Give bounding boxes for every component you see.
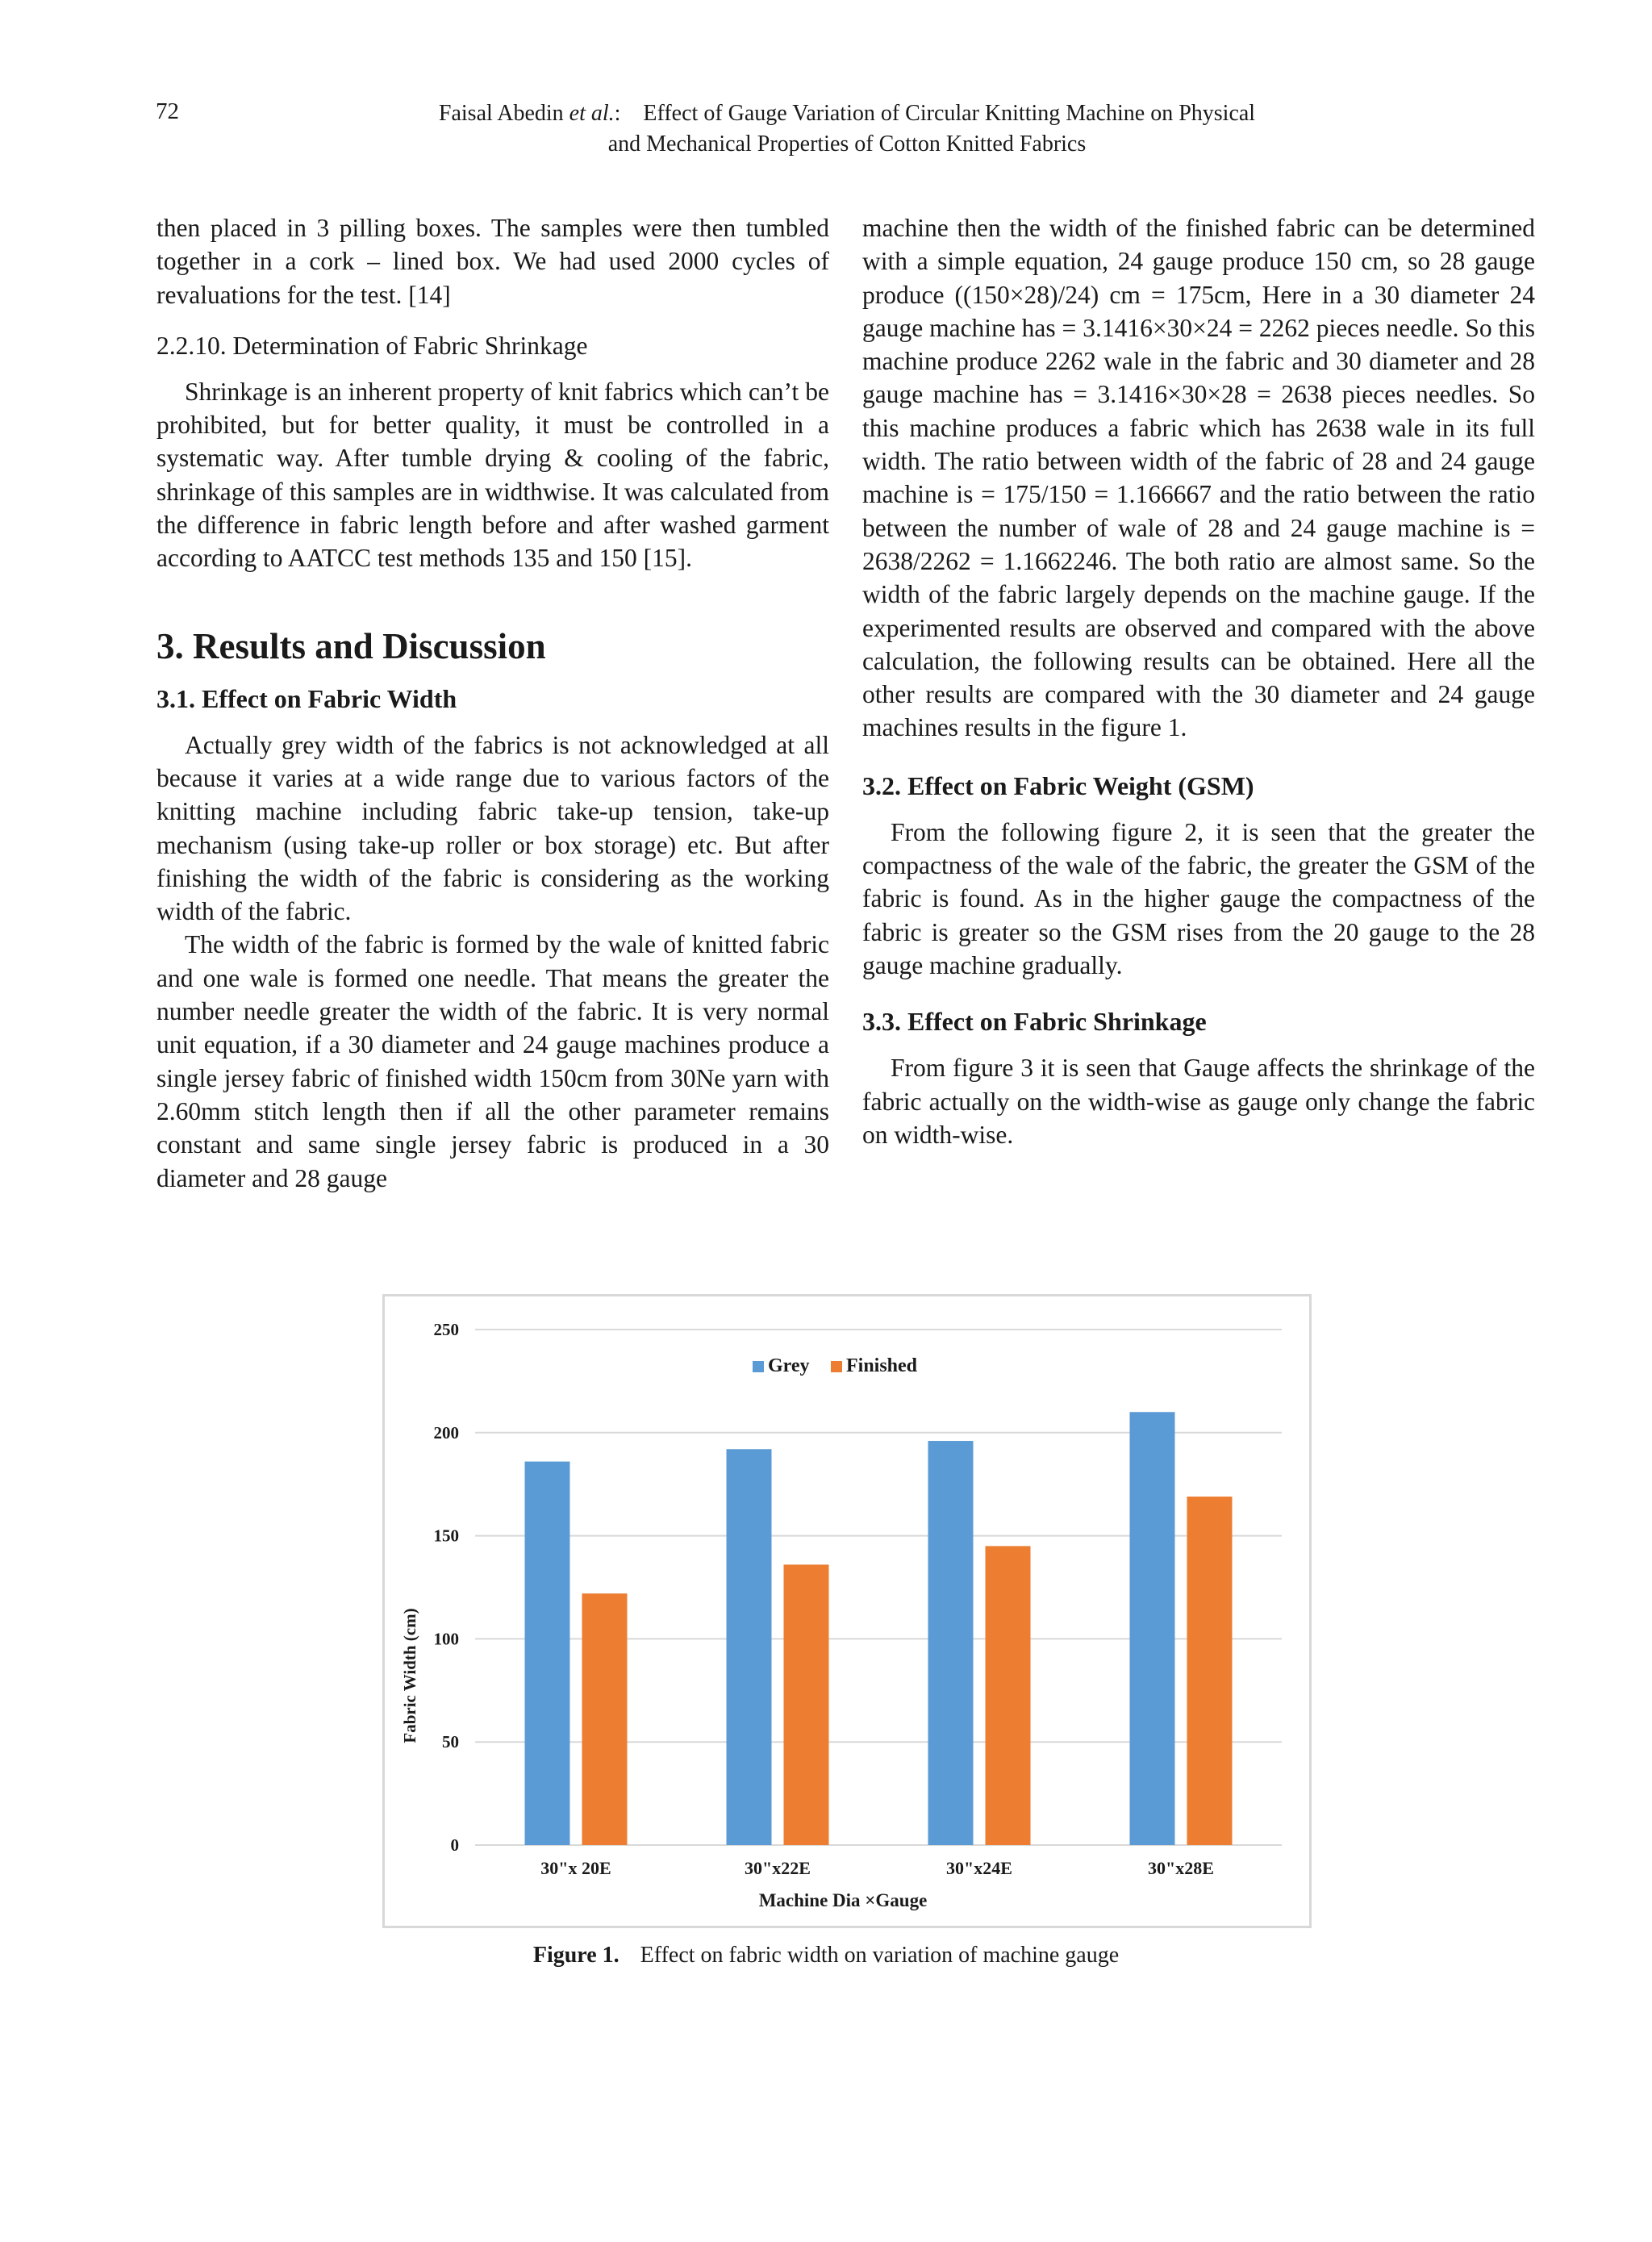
y-tick-label: 250: [433, 1320, 459, 1339]
x-category-label: 30"x24E: [946, 1858, 1012, 1878]
bar-grey-4: [1130, 1412, 1175, 1845]
running-head-etal: et al.: [569, 101, 615, 126]
heading-2-2-10: 2.2.10. Determination of Fabric Shrinkage: [156, 331, 588, 360]
paragraph-shrinkage-method: Shrinkage is an inherent property of knit fabrics which can’t be prohibited, but for better quality, it must be controlled in a systematic way. After tumble drying & cooling of the fabric, shrinkage of this samples are in widthwise. It was calculated from the difference in fabric length before and after washed garment according to AATCC test methods 135 and 150 [15].: [156, 377, 829, 573]
paragraph-pilling-boxes: then placed in 3 pilling boxes. The samples were then tumbled together in a cork – lined box. We had used 2000 cycles of revaluations for the test. [14]: [156, 214, 829, 309]
x-category-label: 30"x28E: [1148, 1858, 1214, 1878]
figure-label: Figure 1.: [532, 1943, 620, 1968]
running-head: [307, 98, 1387, 160]
bar-grey-3: [928, 1441, 974, 1845]
running-head-title-part1: : Effect of Gauge Variation of Circular Knitting Machine on Physical: [614, 101, 1256, 126]
section-3-title: 3. Results and Discussion: [156, 625, 546, 666]
paragraph-gsm: From the following figure 2, it is seen that the greater the compactness of the wale of the fabric, the greater the GSM of the fabric is found. As in the higher gauge the compactness of the fabric is greater so the GSM rises from the 20 gauge to the 28 gauge machine gradually.: [862, 817, 1535, 979]
heading-3-1: 3.1. Effect on Fabric Width: [156, 683, 457, 713]
paragraph-width-calculation: machine then the width of the finished fabric can be determined with a simple equation, 24 gauge produce 150 cm, so 28 gauge produce ((150×28)/24) cm = 175cm, Here in a 30 diameter 24 gauge machine has = 3.1416×30×24 = 2262 pieces needle. So this machine produce 2262 wale in the fabric and 30 diameter and 28 gauge machine has = 3.1416×30×28 = 2638 pieces needles. So this machine produces a fabric which has 2638 wale in its full width. The ratio between width of the fabric of 28 and 24 gauge machine is = 175/150 = 1.166667 and the ratio between the ratio between the number of wale of 28 and 24 gauge machine is = 2638/2262 = 1.1662246. The both ratio are almost same. So the width of the fabric largely depends on the machine gauge. If the experimented results are observed and compared with the above calculation, the following results can be obtained. Here all the other results are compared with the 30 diameter and 24 gauge machines results in the figure 1.: [862, 214, 1535, 742]
x-category-label: 30"x 20E: [540, 1858, 611, 1878]
y-axis-label: Fabric Width (cm): [400, 1608, 419, 1743]
x-axis-label: Machine Dia ×Gauge: [758, 1890, 928, 1910]
figure-caption: [0, 1943, 1652, 1969]
bar-finished-4: [1187, 1497, 1233, 1845]
x-category-label: 30"x22E: [745, 1858, 811, 1878]
y-tick-label: 200: [433, 1422, 459, 1442]
paragraph-grey-width: Actually grey width of the fabrics is not acknowledged at all because it varies at a wide range due to various factors of the knitting machine including fabric take-up tension, take-up mechanism (using take-up roller or box storage) etc. But after finishing the width of the fabric is considering as the working width of the fabric.: [156, 730, 829, 926]
legend-label-finished: Finished: [846, 1355, 918, 1376]
figure-1-chart: [382, 1294, 1312, 1928]
paragraph-shrinkage-result: From figure 3 it is seen that Gauge affects the shrinkage of the fabric actually on the width-wise as gauge only change the fabric on width-wise.: [862, 1054, 1535, 1149]
running-head-line-2: and Mechanical Properties of Cotton Knitted Fabrics: [607, 132, 1087, 157]
running-head-author: Faisal Abedin: [438, 101, 564, 126]
heading-3-2: 3.2. Effect on Fabric Weight (GSM): [862, 770, 1254, 800]
bar-grey-1: [525, 1462, 570, 1845]
bar-chart: [385, 1296, 1309, 1926]
y-tick-label: 0: [450, 1835, 459, 1855]
bar-finished-3: [986, 1546, 1031, 1845]
y-tick-label: 150: [433, 1526, 459, 1546]
bar-finished-2: [784, 1564, 829, 1845]
y-tick-label: 50: [442, 1732, 459, 1752]
paragraph-wale-needle: The width of the fabric is formed by the wale of knitted fabric and one wale is formed one needle. That means the greater the number needle greater the width of the fabric. It is very normal unit equation, if a 30 diameter and 24 gauge machines produce a single jersey fabric of finished width 150cm from 30Ne yarn with 2.60mm stitch length then if all the other parameter remains constant and same single jersey fabric is produced in a 30 diameter and 28 gauge: [156, 930, 829, 1192]
legend-swatch-grey: [753, 1361, 764, 1372]
left-column: [156, 211, 829, 1195]
bar-grey-2: [727, 1449, 772, 1845]
legend-swatch-finished: [831, 1361, 842, 1372]
right-column: [862, 211, 1535, 1151]
running-head-line-1: [307, 98, 1387, 129]
y-tick-label: 100: [433, 1629, 459, 1649]
legend-label-grey: Grey: [768, 1355, 810, 1376]
bar-finished-1: [582, 1593, 628, 1845]
figure-caption-text: Effect on fabric width on variation of machine gauge: [640, 1943, 1120, 1968]
page-number: 72: [156, 98, 179, 124]
heading-3-3: 3.3. Effect on Fabric Shrinkage: [862, 1007, 1207, 1037]
